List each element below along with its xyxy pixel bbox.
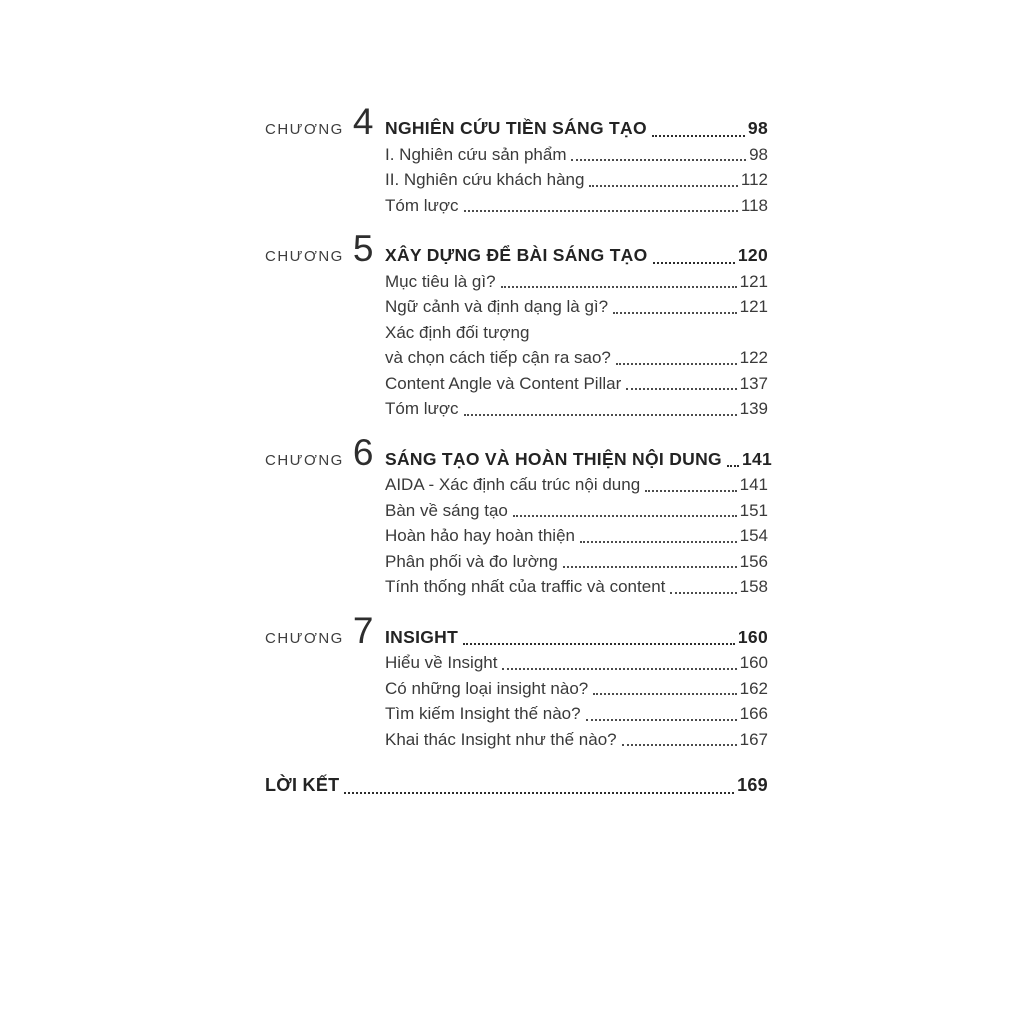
chapter-word: CHƯƠNG [265, 451, 344, 469]
chapter-page: 120 [737, 245, 768, 265]
toc-entry-page: 139 [739, 399, 768, 418]
chapter-title-row [385, 625, 768, 651]
dot-leader [626, 388, 736, 390]
toc-entry-page: 160 [739, 653, 768, 672]
toc-entry-title: Có những loại insight nào? [385, 678, 589, 698]
dot-leader [463, 643, 735, 645]
dot-leader [670, 592, 736, 594]
chapter-body-7 [385, 625, 768, 753]
dot-leader [344, 792, 734, 794]
chapter-title: XÂY DỰNG ĐỂ BÀI SÁNG TẠO [385, 245, 648, 265]
chapter-label-4 [265, 101, 385, 142]
chapter-title-row [385, 243, 768, 269]
dot-leader [727, 465, 739, 467]
toc-entry-title: và chọn cách tiếp cận ra sao? [385, 348, 611, 367]
dot-leader [580, 541, 737, 543]
toc-entry-title: Tính thống nhất của traffic và content [385, 577, 666, 596]
toc-entry [385, 142, 768, 168]
toc-entry [385, 701, 768, 727]
toc-entry [385, 472, 768, 498]
dot-leader [586, 719, 737, 721]
chapter-page: 98 [747, 118, 768, 138]
chapter-word: CHƯƠNG [265, 121, 344, 138]
toc-entry-title: Phân phối và đo lường [385, 551, 558, 571]
toc-entry-title: Khai thác Insight như thế nào? [385, 729, 617, 749]
toc-entry-title: Tìm kiếm Insight thế nào? [385, 704, 581, 723]
toc-footer-row [265, 773, 768, 799]
toc-entry [385, 167, 768, 193]
toc-entry [385, 727, 768, 753]
chapter-page: 160 [737, 626, 768, 647]
dot-leader [652, 135, 745, 137]
chapter-word: CHƯƠNG [265, 629, 344, 647]
toc-entry-page: 141 [739, 475, 768, 494]
chapter-block-7 [265, 609, 768, 753]
toc-entry-page: 162 [739, 678, 768, 698]
dot-leader [502, 668, 736, 670]
chapter-page: 141 [741, 448, 773, 469]
chapter-word: CHƯƠNG [265, 248, 344, 265]
toc-entry-title: Xác định đối tượng [385, 322, 530, 342]
toc-entry [385, 269, 768, 295]
chapter-title: INSIGHT [385, 626, 459, 647]
chapter-block-4 [265, 101, 768, 218]
toc-entry [385, 396, 768, 422]
chapter-number: 5 [352, 228, 374, 269]
toc-entry-page: 166 [739, 704, 768, 723]
dot-leader [563, 566, 737, 568]
dot-leader [593, 693, 736, 695]
toc-footer-page: 169 [737, 775, 768, 795]
chapter-block-6 [265, 431, 773, 600]
toc-entry-title: Hiểu về Insight [385, 653, 498, 672]
toc-entry-title: Tóm lược [385, 399, 459, 418]
toc-footer-title: LỜI KẾT [265, 775, 340, 795]
chapter-title-row [385, 116, 768, 142]
chapter-label-7 [265, 609, 385, 651]
chapter-label-5 [265, 228, 385, 269]
toc-entry [385, 574, 768, 600]
dot-leader [622, 744, 737, 746]
toc-entry-title: Ngữ cảnh và định dạng là gì? [385, 297, 609, 316]
toc-entry-title: II. Nghiên cứu khách hàng [385, 170, 585, 189]
toc-entry-title: Mục tiêu là gì? [385, 271, 496, 291]
toc-entry-page: 98 [749, 144, 768, 164]
toc-entry [385, 650, 768, 676]
toc-entry-title: I. Nghiên cứu sản phẩm [385, 144, 567, 164]
dot-leader [589, 185, 737, 187]
dot-leader [464, 414, 737, 416]
dot-leader [501, 286, 737, 288]
chapter-title: NGHIÊN CỨU TIỀN SÁNG TẠO [385, 118, 647, 138]
toc-entry-page: 118 [740, 195, 768, 215]
dot-leader [513, 515, 737, 517]
toc-entry-title: Bàn về sáng tạo [385, 500, 508, 520]
chapter-label-6 [265, 431, 385, 473]
toc-entry-page: 154 [739, 526, 768, 545]
toc-entry-page: 121 [739, 297, 768, 316]
toc-entry [385, 294, 768, 320]
table-of-contents [265, 101, 773, 799]
toc-entry [385, 193, 768, 219]
toc-entry [385, 498, 768, 524]
chapter-title-row [385, 447, 773, 473]
toc-entry-title: Content Angle và Content Pillar [385, 373, 622, 393]
toc-entry-page: 158 [739, 577, 768, 596]
chapter-body-5 [385, 243, 768, 422]
dot-leader [571, 159, 746, 161]
toc-entry-title: Hoàn hảo hay hoàn thiện [385, 526, 575, 545]
toc-entry [385, 549, 768, 575]
toc-entry-page: 151 [739, 500, 768, 520]
toc-entry-page: 137 [739, 373, 768, 393]
toc-entry-page: 122 [739, 348, 768, 367]
chapter-body-6 [385, 447, 773, 600]
dot-leader [616, 363, 737, 365]
toc-entry-page: 156 [739, 551, 768, 571]
dot-leader [464, 210, 738, 212]
toc-entry-title: AIDA - Xác định cấu trúc nội dung [385, 475, 641, 494]
toc-entry [385, 676, 768, 702]
toc-entry-page: 112 [740, 170, 768, 189]
toc-entry-continued [385, 320, 768, 346]
dot-leader [653, 262, 735, 264]
chapter-number: 4 [352, 101, 374, 142]
toc-entry-page: 167 [739, 729, 768, 749]
chapter-number: 6 [352, 431, 374, 473]
toc-entry [385, 523, 768, 549]
chapter-number: 7 [352, 609, 374, 651]
toc-entry-page: 121 [739, 271, 768, 291]
toc-entry [385, 371, 768, 397]
chapter-body-4 [385, 116, 768, 218]
chapter-block-5 [265, 228, 768, 422]
dot-leader [613, 312, 737, 314]
chapter-title: SÁNG TẠO VÀ HOÀN THIỆN NỘI DUNG [385, 448, 722, 469]
dot-leader [645, 490, 736, 492]
toc-entry [385, 345, 768, 371]
toc-entry-title: Tóm lược [385, 195, 459, 215]
